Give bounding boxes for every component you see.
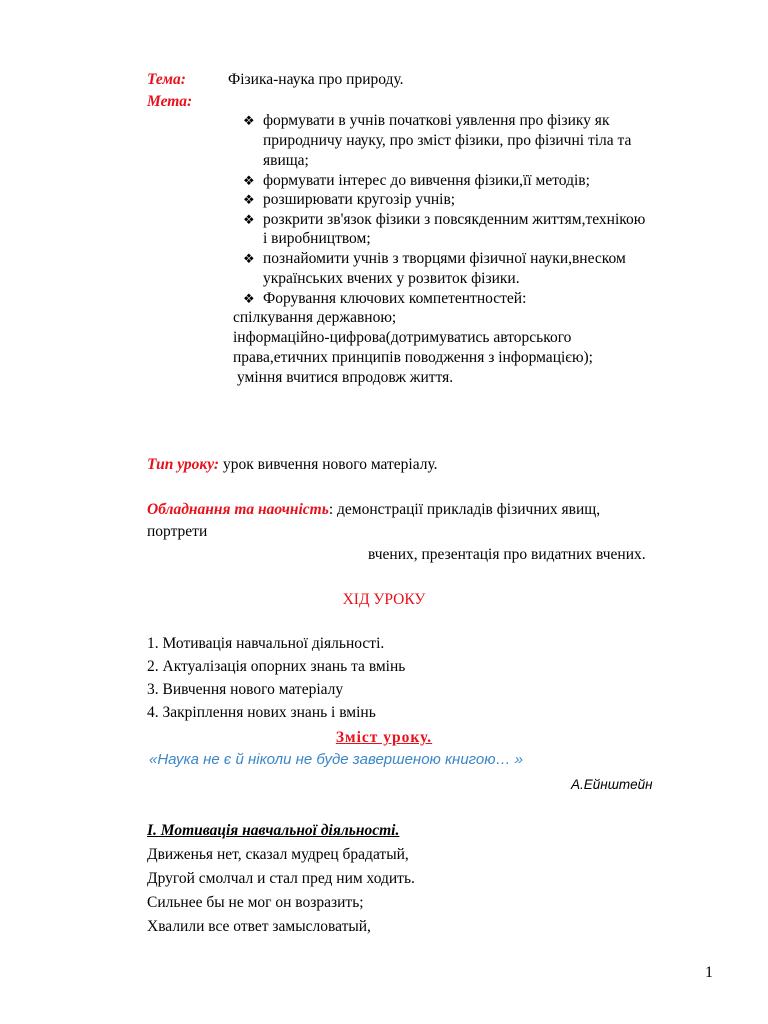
lesson-type-label: Тип уроку: [147,456,220,473]
page-number: 1 [705,964,713,981]
lesson-type [147,455,438,475]
bullet-icon: ❖ [243,113,255,128]
competency-line: інформаційно-цифрова(дотримуватись авторського [233,329,572,346]
equipment-line-2: портрети [147,523,208,540]
equipment-line-3: вчених, презентація про видатних вчених. [368,546,646,563]
topic-value: Фізика-наука про природу. [228,71,404,88]
epigraph-author: А.Ейнштейн [571,777,653,792]
epigraph-quote: «Наука не є й ніколи не буде завершеною книгою… » [149,751,524,768]
bullet-icon: ❖ [243,192,255,207]
lesson-progress-heading: ХІД УРОКУ [342,591,426,608]
topic-label: Тема: [147,71,186,88]
poem-line: Сильнее бы не мог он возразить; [147,894,364,911]
section-heading: I. Мотивація навчальної діяльності. [147,822,400,839]
step-item: 4. Закріплення нових знань і вмінь [147,704,376,721]
goal-line: формувати в учнів початкові уявлення про фізику як [263,112,610,129]
equipment-label: Обладнання та наочність [147,501,329,518]
goal-line: розкрити зв'язок фізики з повсякденним життям,технікою [263,211,646,228]
step-item: 3. Вивчення нового матеріалу [147,681,344,698]
bullet-icon: ❖ [243,291,255,306]
bullet-icon: ❖ [243,173,255,188]
equipment-value: : демонстрації прикладів фізичних явищ, [328,501,601,518]
goal-line: розширювати кругозір учнів; [263,191,456,208]
lesson-type-value: урок вивчення нового матеріалу. [219,456,438,473]
goal-line: познайомити учнів з творцями фізичної науки,внеском [263,250,626,267]
step-item: 1. Мотивація навчальної діяльності. [147,635,385,652]
goal-line: природничу науку, про зміст фізики, про фізичні тіла та [263,132,632,149]
poem-line: Хвалили все ответ замысловатый, [147,918,371,935]
competency-line: уміння вчитися впродовж життя. [237,369,454,386]
poem-line: Другой смолчал и стал пред ним ходить. [147,870,415,887]
goal-label: Мета: [147,93,193,110]
bullet-icon: ❖ [243,212,255,227]
lesson-content-title: Зміст уроку. [335,729,433,746]
poem-line: Движенья нет, сказал мудрец брадатый, [147,846,409,863]
bullet-icon: ❖ [243,251,255,266]
goal-line: і виробництвом; [263,230,371,247]
competency-line: права,етичних принципів поводження з інформацією); [233,349,593,366]
goal-line: явища; [263,152,309,169]
goal-line: Форування ключових компетентностей: [263,290,527,307]
step-item: 2. Актуалізація опорних знань та вмінь [147,658,406,675]
equipment [147,500,600,520]
competency-line: спілкування державною; [233,309,397,326]
goal-line: українських вчених у розвиток фізики. [263,270,520,287]
goal-line: формувати інтерес до вивчення фізики,її методів; [263,172,590,189]
